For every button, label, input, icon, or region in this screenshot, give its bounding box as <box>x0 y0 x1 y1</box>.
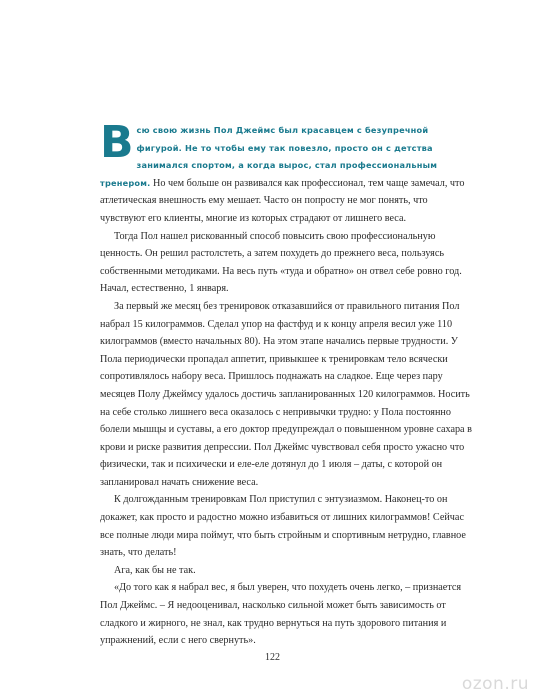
watermark: ozon.ru <box>461 674 529 694</box>
paragraph: «До того как я набрал вес, я был уверен, что похудеть очень легко, – признается Пол Джеймс. – Я недооценивал, насколько сильной может быть зависимость от сладкого и жирного, не знал, как трудно вернуться на путь здорового питания и упражнений, если с него свернуть». <box>100 582 462 647</box>
page-number: 122 <box>265 652 280 663</box>
paragraph: Ага, как бы не так. <box>114 564 196 576</box>
drop-cap: В <box>100 117 134 168</box>
lead-rest: Но чем больше он развивался как профессионал, тем чаще замечал, что атлетическая внешность ему мешает. Часто он попросту не мог понять, что чувствуют его клиенты, многие из которых страдают от лишнего веса. <box>100 177 465 224</box>
body-text <box>100 117 472 650</box>
lead-paragraph <box>100 117 472 228</box>
paragraph: Тогда Пол нашел рискованный способ повысить свою профессиональную ценность. Он решил растолстеть, а затем похудеть до прежнего веса, пользуясь собственными методиками. На весь путь «туда и обратно» он отвел себе ровно год. Начал, естественно, 1 января. <box>100 230 462 295</box>
paragraph: За первый же месяц без тренировок отказавшийся от правильного питания Пол набрал 15 килограммов. Сделал упор на фастфуд и к концу апреля весил уже 110 килограммов (вместо начальных 80). На этом этапе начались первые трудности. У Пола периодически пропадал аппетит, привыкшее к тренировкам тело всячески сопротивлялось набору веса. Пришлось поднажать на сладкое. Еще через пару месяцев Полу Джеймсу удалось достичь запланированных 120 килограммов. Носить на себе столько лишнего веса оказалось с непривычки трудно: у Пола постоянно болели мышцы и суставы, а его доктор предупреждал о повышенном уровне сахара в крови и риске развития депрессии. Пол Джеймс чувствовал себя просто ужасно что физически, так и психически и еле-еле дотянул до 1 июля – даты, с которой он запланировал начать снижение веса. <box>100 300 472 488</box>
paragraph: К долгожданным тренировкам Пол приступил с энтузиазмом. Наконец-то он докажет, как просто и радостно можно избавиться от лишних килограммов! Сейчас все полные люди мира поймут, что быть стройным и спортивным нетрудно, главное знать, что делать! <box>100 494 466 559</box>
lead-highlight: сю свою жизнь Пол Джеймс был красавцем с безупречной фигурой. Не то чтобы ему так повезло, просто он с детства занимался спортом, а когда вырос, стал профессиональным тренером. <box>100 125 438 188</box>
